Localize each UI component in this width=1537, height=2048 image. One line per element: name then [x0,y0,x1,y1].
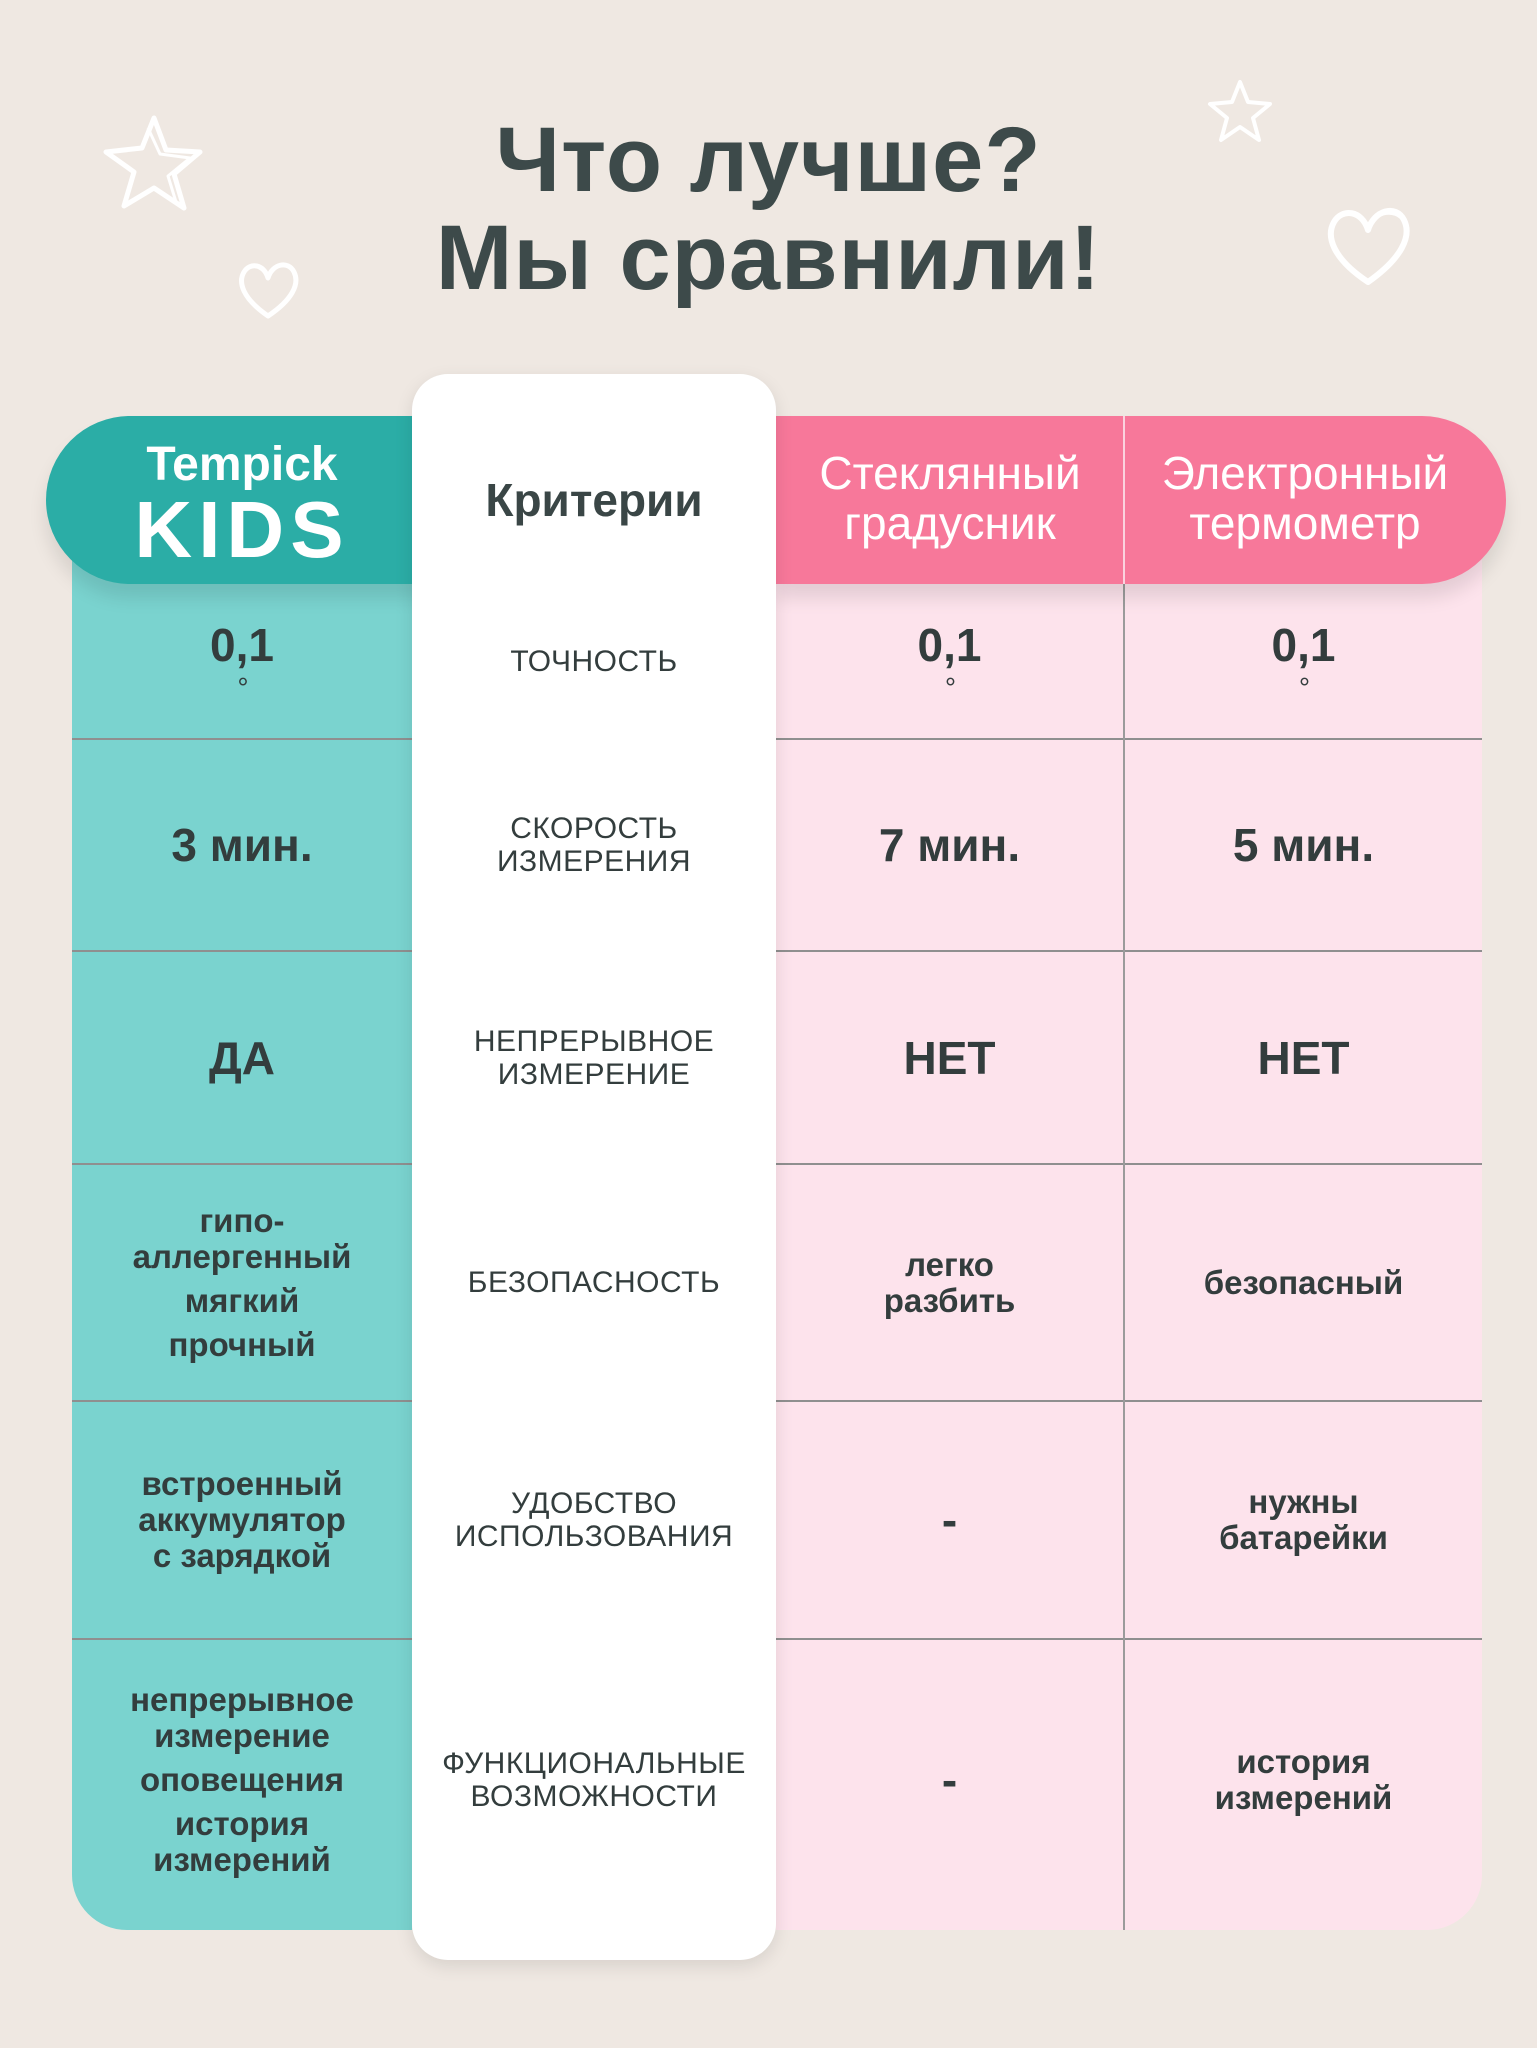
criteria-continuous: НЕПРЕРЫВНОЕ ИЗМЕРЕНИЕ [473,1024,715,1091]
electronic-safety: безопасный [1203,1263,1404,1301]
header-divider [1123,416,1125,584]
electronic-convenience: нужны батарейки [1219,1483,1388,1556]
electronic-continuous: НЕТ [1257,1031,1350,1084]
star-outline-icon [1204,76,1276,148]
tempick-accuracy: 0,1 ° [210,619,274,703]
tempick-safety: гипо- аллергенный мягкий прочный [132,1201,352,1363]
glass-convenience: - [941,1494,958,1546]
brand-logo-tempick: Tempick [146,438,338,491]
criteria-speed: СКОРОСТЬ ИЗМЕРЕНИЯ [496,812,692,878]
glass-speed: 7 мин. [878,819,1021,871]
page-title-line-2: Мы сравнили! [435,207,1102,309]
glass-safety: легко разбить [883,1245,1016,1319]
criteria-safety: БЕЗОПАСНОСТЬ [467,1266,721,1299]
tempick-continuous: ДА [209,1031,275,1084]
tempick-features: непрерывное измерение оповещения история измерений [130,1681,354,1878]
electronic-thermometer-header: Электронный термометр [1161,447,1449,549]
heart-outline-icon [232,252,304,324]
criteria-features: ФУНКЦИОНАЛЬНЫЕ ВОЗМОЖНОСТИ [442,1747,746,1813]
glass-accuracy: 0,1 ° [917,619,982,703]
electronic-accuracy: 0,1 ° [1271,619,1336,703]
star-outline-icon [92,106,212,226]
electronic-speed: 5 мин. [1232,819,1375,871]
heart-outline-icon [1318,192,1418,292]
criteria-accuracy: ТОЧНОСТЬ [510,644,678,678]
glass-continuous: НЕТ [903,1031,996,1084]
criteria-convenience: УДОБСТВО ИСПОЛЬЗОВАНИЯ [454,1487,734,1553]
glass-features: - [941,1754,958,1806]
tempick-convenience: встроенный аккумулятор с зарядкой [138,1465,346,1574]
tempick-speed: 3 мин. [171,819,313,871]
glass-thermometer-header: Стеклянный градусник [819,447,1081,549]
criteria-header: Критерии [485,474,703,526]
electronic-features: история измерений [1214,1743,1393,1816]
page-title-line-1: Что лучше? [495,109,1042,211]
brand-logo-kids: KIDS [134,485,350,574]
